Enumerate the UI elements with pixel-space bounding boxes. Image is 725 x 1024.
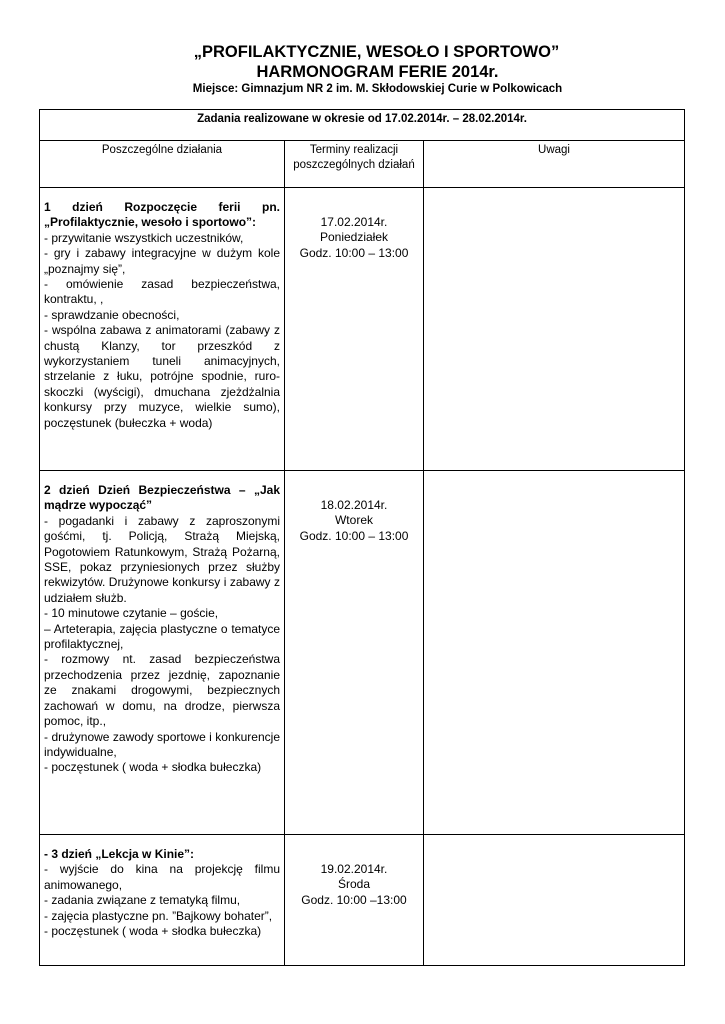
activity-line: - przywitanie wszystkich uczestników,: [44, 230, 244, 245]
notes-cell: [424, 188, 685, 471]
table-row: [40, 188, 685, 471]
document-title: „PROFILAKTYCZNIE, WESOŁO I SPORTOWO”: [193, 43, 560, 61]
activity-line: - zadania związane z tematyką filmu,: [44, 893, 241, 908]
term-cell: [285, 471, 424, 835]
term-hours: Godz. 10:00 – 13:00: [299, 245, 409, 260]
notes-cell: [424, 835, 685, 966]
notes-cell: [424, 471, 685, 835]
activity-cell: [40, 471, 285, 835]
term-date: 17.02.2014r.: [320, 215, 388, 229]
activity-cell: [40, 835, 285, 966]
activity-line: - pogadanki i zabawy z zaproszonymi gośćmi, tj. Policją, Strażą Miejską, Pogotowiem Ratunkowym, Strażą Pożarną, SSE, pokaz przyniesionych przez służby rekwizytów. Drużynowe konkursy i zabawy z udziałem służb.: [44, 513, 280, 605]
schedule-table: [39, 109, 685, 966]
document-subtitle: HARMONOGRAM FERIE 2014r.: [256, 63, 499, 81]
activity-line: – Arteterapia, zajęcia plastyczne o tematyce profilaktycznej,: [44, 621, 280, 652]
term-day: Wtorek: [334, 513, 373, 528]
activity-line: - sprawdzanie obecności,: [44, 307, 180, 322]
term-hours: Godz. 10:00 – 13:00: [299, 528, 409, 543]
activity-line: - poczęstunek ( woda + słodka bułeczka): [44, 924, 262, 939]
table-row: [40, 835, 685, 966]
term-date: 19.02.2014r.: [320, 862, 388, 876]
activity-line: - drużynowe zawody sportowe i konkurencje indywidualne,: [44, 729, 280, 759]
column-header-terms: Terminy realizacji poszczególnych działań: [285, 141, 424, 188]
activity-title: 1 dzień Rozpoczęcie ferii pn. „Profilaktycznie, wesoło i sportowo”:: [44, 200, 280, 230]
activity-title: 2 dzień Dzień Bezpieczeństwa – „Jak mądrze wypocząć”: [44, 483, 280, 513]
term-date: 18.02.2014r.: [320, 498, 388, 512]
activity-line: - poczęstunek ( woda + słodka bułeczka): [44, 760, 262, 775]
term-day: Środa: [337, 877, 371, 892]
activity-line: - wspólna zabawa z animatorami (zabawy z chustą Klanzy, tor przeszkód z wykorzystaniem tuneli animacyjnych, strzelanie z łuku, potrójne spodnie, ruro-skoczki (wyścigi), dmuchana zjeżdżalnia konkursy przy muzyce, wielkie sumo), poczęstunek (bułeczka + woda): [44, 323, 280, 430]
activity-line: - gry i zabawy integracyjne w dużym kole „poznajmy się”,: [44, 246, 280, 276]
activity-line: - rozmowy nt. zasad bezpieczeństwa przechodzenia przez jezdnię, zapoznanie ze znakami drogowymi, bezpiecznych zachowań w domu, na drodze, pierwsza pomoc, itp.,: [44, 652, 280, 729]
activity-title: - 3 dzień „Lekcja w Kinie”:: [44, 847, 195, 861]
term-cell: [285, 188, 424, 471]
activity-line: - omówienie zasad bezpieczeństwa, kontraktu, ,: [44, 277, 280, 307]
term-cell: [285, 835, 424, 966]
column-header-notes: Uwagi: [424, 141, 685, 188]
activity-cell: [40, 188, 285, 471]
activity-line: - 10 minutowe czytanie – goście,: [44, 606, 219, 621]
activity-line: - zajęcia plastyczne pn. ”Bajkowy bohater”,: [44, 908, 273, 923]
table-row: [40, 471, 685, 835]
term-hours: Godz. 10:00 –13:00: [301, 892, 407, 907]
term-day: Poniedziałek: [319, 230, 389, 245]
period-header: Zadania realizowane w okresie od 17.02.2014r. – 28.02.2014r.: [40, 110, 685, 141]
column-header-activities: Poszczególne działania: [40, 141, 285, 188]
activity-line: - wyjście do kina na projekcję filmu animowanego,: [44, 862, 280, 892]
document-place: Miejsce: Gimnazjum NR 2 im. M. Skłodowskiej Curie w Polkowicach: [192, 83, 563, 95]
